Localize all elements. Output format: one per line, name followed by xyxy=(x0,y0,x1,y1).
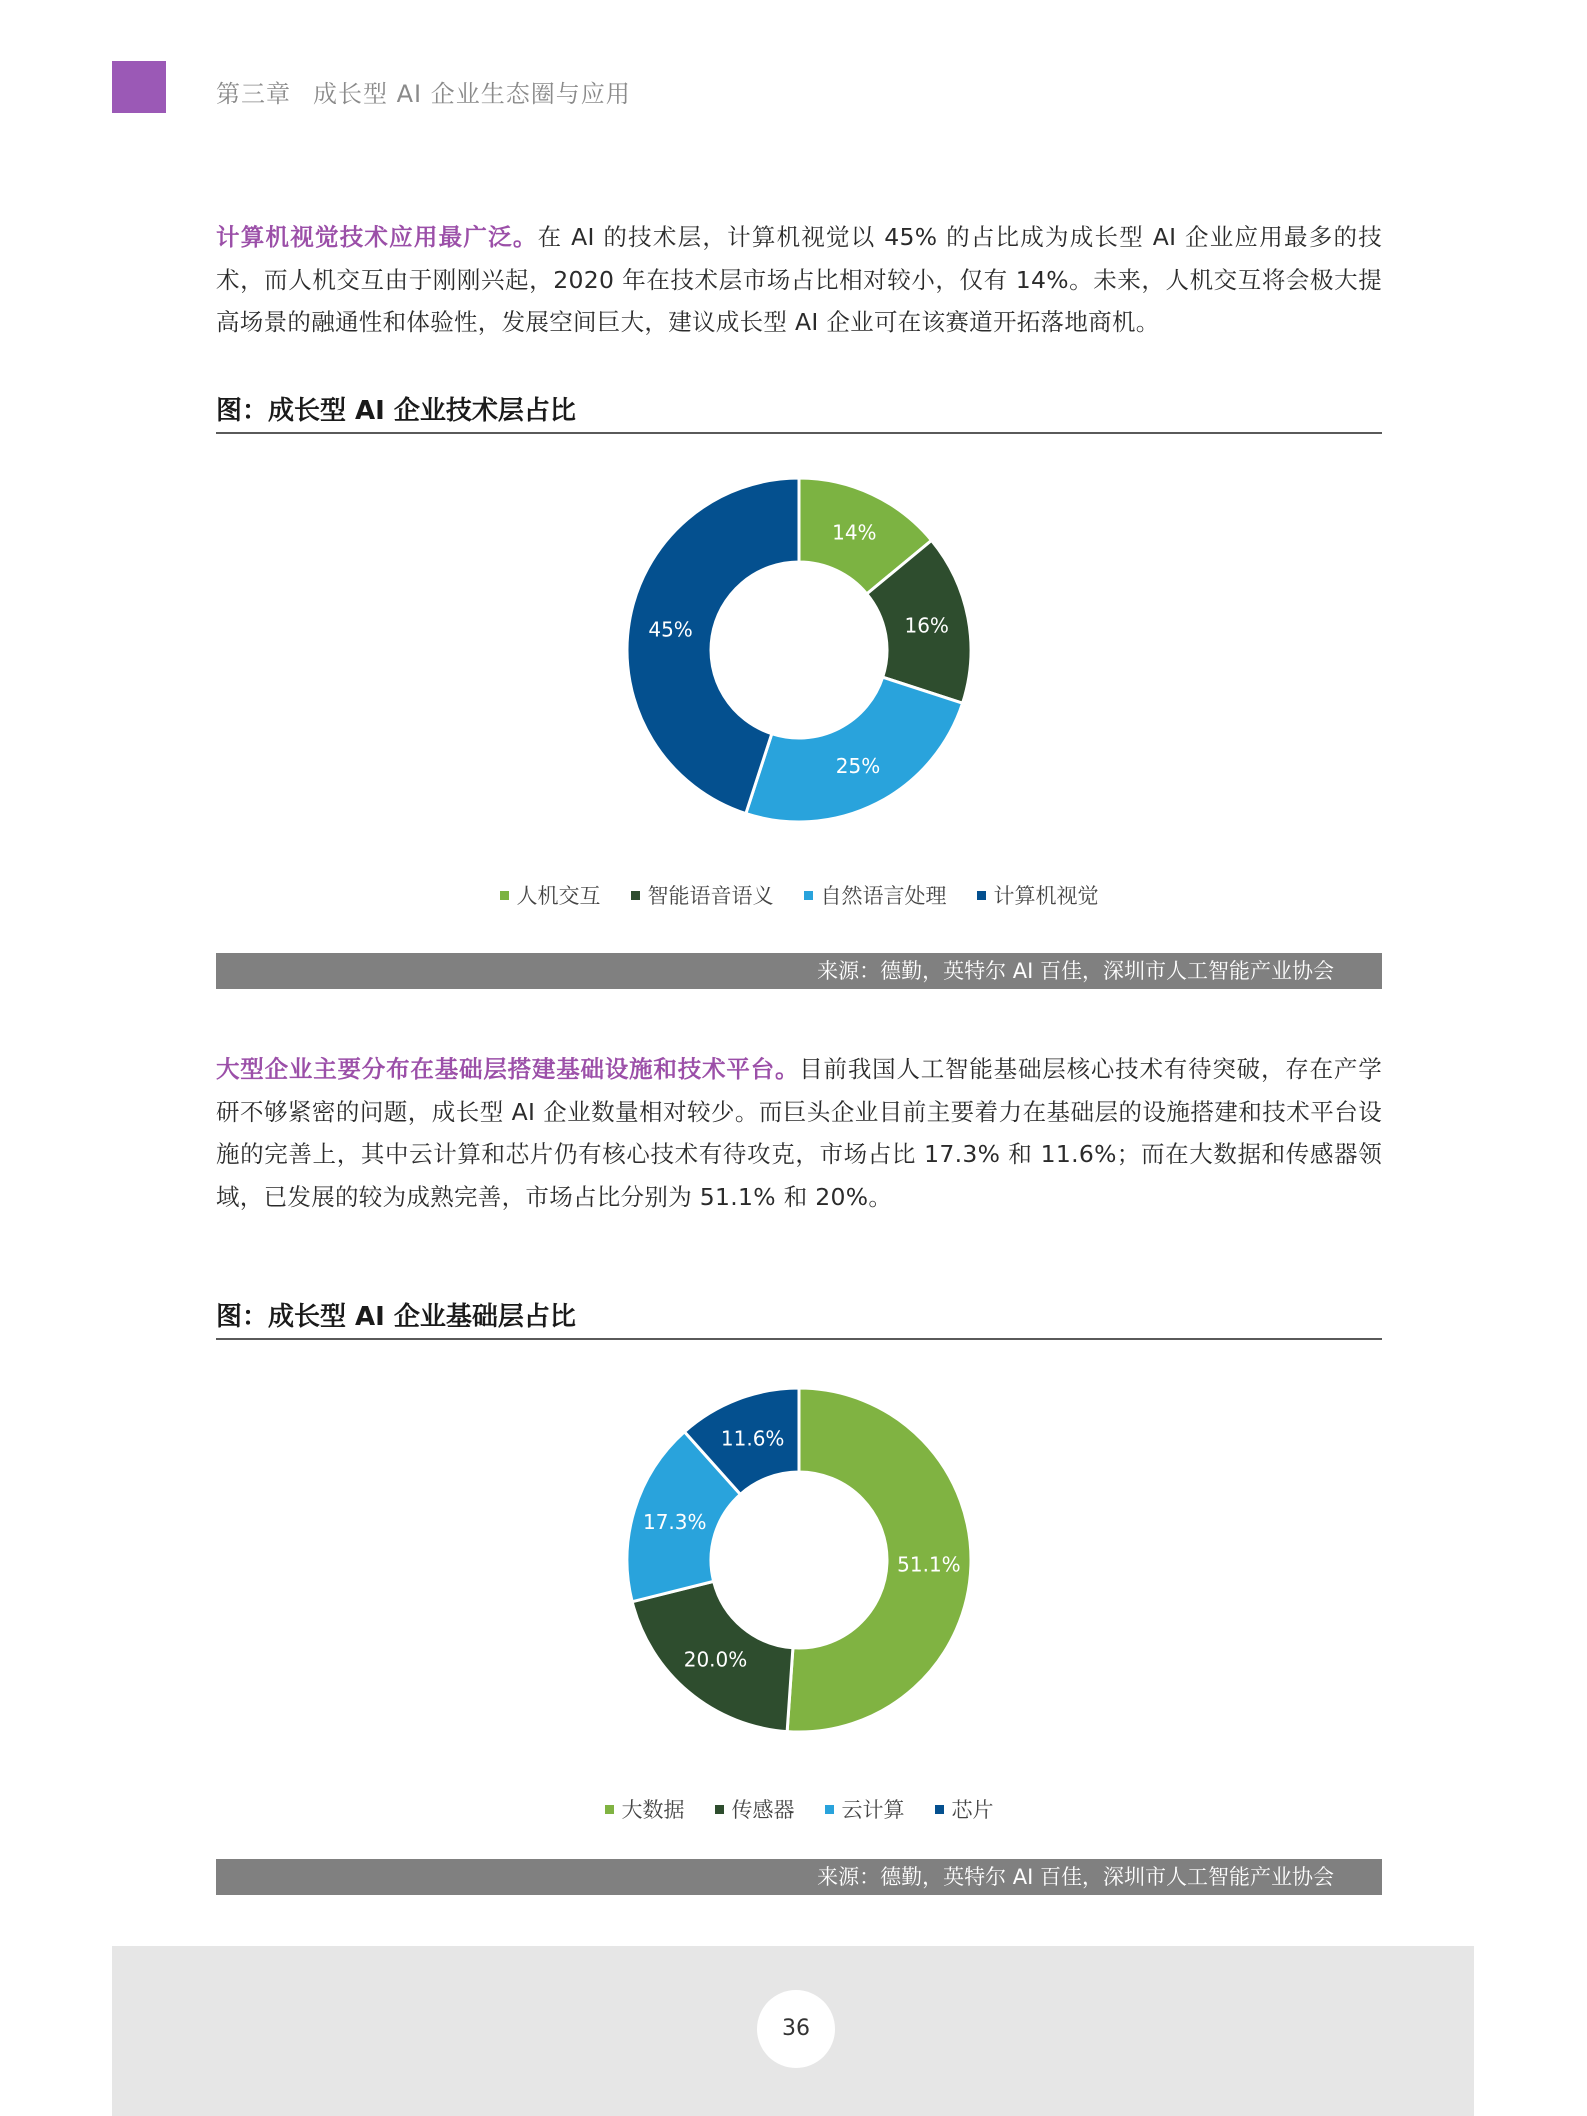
chapter-number: 第三章 xyxy=(216,80,291,108)
figure-title-technology-layer: 图：成长型 AI 企业技术层占比 xyxy=(216,396,576,426)
tech-data-label-1: 14% xyxy=(832,520,877,545)
tech-slice-3 xyxy=(746,677,963,822)
running-header xyxy=(216,74,631,109)
legend-swatch xyxy=(977,891,986,900)
legend-swatch xyxy=(935,1805,944,1814)
chart-svg-technology-layer xyxy=(216,460,1382,840)
figure-title-infrastructure-layer: 图：成长型 AI 企业基础层占比 xyxy=(216,1302,576,1332)
infra-data-label-4: 11.6% xyxy=(720,1426,785,1451)
figure-rule xyxy=(216,432,1382,434)
legend-label: 人机交互 xyxy=(516,884,601,908)
legend-swatch xyxy=(605,1805,614,1814)
legend-swatch xyxy=(715,1805,724,1814)
tech-legend-item xyxy=(804,880,947,910)
figure-rule xyxy=(216,1338,1382,1340)
paragraph-lead: 计算机视觉技术应用最广泛。 xyxy=(216,223,538,251)
infra-data-label-3: 17.3% xyxy=(642,1509,707,1534)
legend-label: 大数据 xyxy=(621,1798,685,1822)
legend-swatch xyxy=(825,1805,834,1814)
source-bar: 来源：德勤，英特尔 AI 百佳，深圳市人工智能产业协会 xyxy=(216,1859,1382,1895)
legend-label: 计算机视觉 xyxy=(993,884,1099,908)
infra-legend-item xyxy=(605,1794,685,1824)
infra-data-label-2: 20.0% xyxy=(683,1647,748,1672)
infra-legend-item xyxy=(715,1794,795,1824)
paragraph-lead: 大型企业主要分布在基础层搭建基础设施和技术平台。 xyxy=(216,1055,800,1083)
legend-swatch xyxy=(500,891,509,900)
paragraph-body: 在 AI 的技术层，计算机视觉以 45% 的占比成为成长型 AI 企业应用最多的技术，而人机交互由于刚刚兴起，2020 年在技术层市场占比相对较小，仅有 14%。未来，人机交互将会极大提高场景的融通性和体验性，发展空间巨大，建议成长型 AI 企业可在该赛道开拓落地商机。 xyxy=(216,223,1382,336)
infra-legend-item xyxy=(935,1794,994,1824)
tech-data-label-3: 25% xyxy=(835,753,881,778)
infra-data-label-1: 51.1% xyxy=(897,1552,961,1577)
paragraph-infrastructure-layer xyxy=(216,1048,1382,1218)
page-footer xyxy=(112,1946,1474,2116)
legend-label: 传感器 xyxy=(731,1798,795,1822)
tech-legend-item xyxy=(977,880,1099,910)
tech-legend-item xyxy=(631,880,774,910)
legend-label: 芯片 xyxy=(951,1798,994,1822)
chapter-title: 成长型 AI 企业生态圈与应用 xyxy=(313,80,631,108)
paragraph-body: 目前我国人工智能基础层核心技术有待突破，存在产学研不够紧密的问题，成长型 AI 企业数量相对较少。而巨头企业目前主要着力在基础层的设施搭建和技术平台设施的完善上，其中云计算和芯片仍有核心技术有待攻克，市场占比 17.3% 和 11.6%；而在大数据和传感器领域，已发展的较为成熟完善，市场占比分别为 51.1% 和 20%。 xyxy=(216,1055,1382,1211)
tech-legend-item xyxy=(500,880,601,910)
tech-data-label-4: 45% xyxy=(648,617,693,642)
legend-infrastructure-layer xyxy=(216,1794,1382,1824)
source-bar: 来源：德勤，英特尔 AI 百佳，深圳市人工智能产业协会 xyxy=(216,953,1382,989)
page-number: 36 xyxy=(757,1990,835,2068)
legend-technology-layer xyxy=(216,880,1382,910)
legend-swatch xyxy=(804,891,813,900)
paragraph-technology-layer xyxy=(216,216,1382,344)
legend-label: 云计算 xyxy=(841,1798,905,1822)
donut-chart-technology-layer xyxy=(216,460,1382,840)
legend-label: 智能语音语义 xyxy=(647,884,774,908)
tech-data-label-2: 16% xyxy=(904,613,949,638)
legend-label: 自然语言处理 xyxy=(820,884,947,908)
donut-chart-infrastructure-layer xyxy=(216,1370,1382,1750)
legend-swatch xyxy=(631,891,640,900)
chart-svg-infrastructure-layer xyxy=(216,1370,1382,1750)
infra-legend-item xyxy=(825,1794,905,1824)
chapter-color-block xyxy=(112,61,166,113)
